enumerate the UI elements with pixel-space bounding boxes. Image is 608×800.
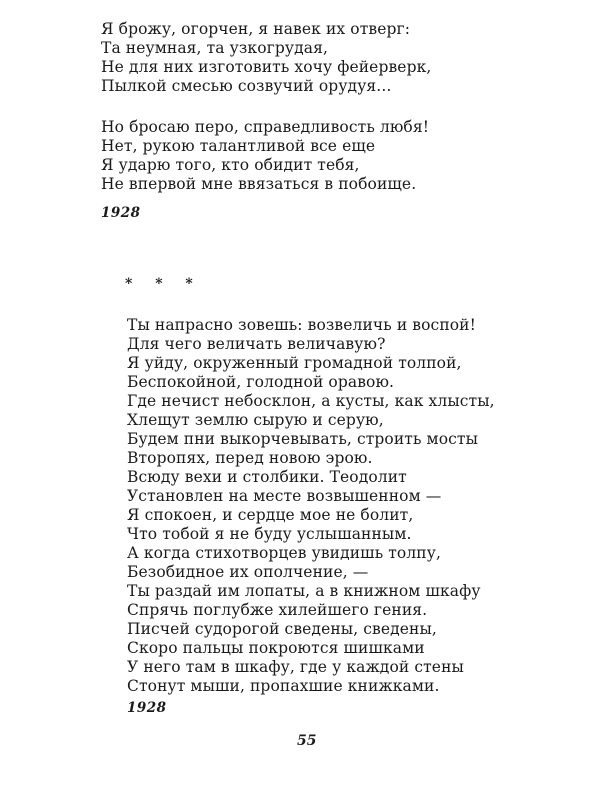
poem-line: Но бросаю перо, справедливость любя! [101, 118, 430, 136]
poem-line: Второпях, перед новою эрою. [127, 449, 373, 467]
poem-line: Я спокоен, и сердце мое не болит, [127, 506, 414, 524]
section-separator: * * * [125, 276, 202, 292]
poem-line: Для чего величать величавую? [127, 335, 386, 353]
poem-line: Спрячь поглубже хилейшего гения. [127, 601, 428, 619]
poem-line: Всюду вехи и столбики. Теодолит [127, 468, 407, 486]
poem-line: А когда стихотворцев увидишь толпу, [127, 544, 441, 562]
poem-line: Хлещут землю сырую и серую, [127, 411, 384, 429]
poem-line: Что тобой я не буду услышанным. [127, 525, 412, 543]
poem-line: Ты напрасно зовешь: возвеличь и воспой! [127, 316, 476, 334]
poem-line: Скоро пальцы покроются шишками [127, 639, 425, 657]
poem2-text [127, 316, 495, 696]
page-number: 55 [297, 733, 317, 749]
poem-line: Где нечист небосклон, а кусты, как хлысты, [127, 392, 495, 410]
poem-line: Нет, рукою талантливой все еще [101, 137, 376, 155]
poem-line: Будем пни выкорчевывать, строить мосты [127, 430, 479, 448]
poem-line: Безобидное их ополчение, — [127, 563, 369, 581]
poem-line: Установлен на месте возвышенном — [127, 487, 442, 505]
poem-line: Не для них изготовить хочу фейерверк, [101, 58, 432, 76]
poem-line: Беспокойной, голодной оравою. [127, 373, 395, 391]
poem1-stanza1 [101, 20, 431, 96]
poem-line: Пылкой смесью созвучий орудуя... [101, 77, 392, 95]
poem-line: Не впервой мне ввязаться в побоище. [101, 175, 417, 193]
poem-line: Ты раздай им лопаты, а в книжном шкафу [127, 582, 481, 600]
poem-line: Стонут мыши, пропахшие книжками. [127, 677, 440, 695]
poem-line: Я брожу, огорчен, я навек их отверг: [101, 20, 411, 38]
poem-line: У него там в шкафу, где у каждой стены [127, 658, 464, 676]
poem1-stanza2 [101, 118, 429, 194]
poem2-date: 1928 [127, 700, 167, 716]
poem1-date: 1928 [101, 205, 141, 221]
poem-line: Писчей судорогой сведены, сведены, [127, 620, 437, 638]
poem-line: Я ударю того, кто обидит тебя, [101, 156, 360, 174]
poem-line: Я уйду, окруженный громадной толпой, [127, 354, 462, 372]
poem-line: Та неумная, та узкогрудая, [101, 39, 328, 57]
